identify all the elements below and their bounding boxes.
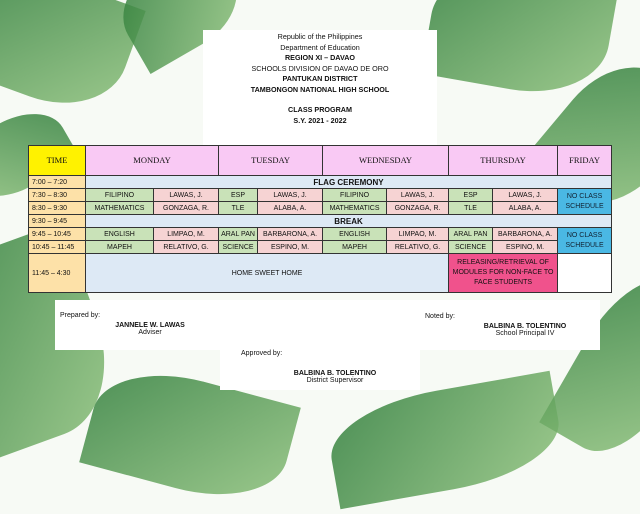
header-line: SCHOOLS DIVISION OF DAVAO DE ORO bbox=[251, 63, 389, 73]
subject-cell: ARAL PAN bbox=[449, 228, 493, 241]
header-time: TIME bbox=[29, 146, 86, 176]
teacher-cell: LIMPAO, M. bbox=[387, 228, 449, 241]
friday-no-class: NO CLASS SCHEDULE bbox=[558, 228, 612, 254]
subject-cell: MATHEMATICS bbox=[86, 202, 154, 215]
subject-cell: ESP bbox=[449, 189, 493, 202]
table-row bbox=[29, 202, 612, 215]
table-row bbox=[29, 189, 612, 202]
table-row bbox=[29, 228, 612, 241]
header-thursday: THURSDAY bbox=[449, 146, 558, 176]
document-title: CLASS PROGRAM bbox=[288, 105, 352, 114]
break-row: BREAK bbox=[86, 215, 612, 228]
prepared-role: Adviser bbox=[138, 329, 162, 336]
subject-cell: MATHEMATICS bbox=[323, 202, 387, 215]
header-friday: FRIDAY bbox=[558, 146, 612, 176]
empty-cell bbox=[558, 254, 612, 293]
time-cell: 8:30 – 9:30 bbox=[29, 202, 86, 215]
table-header-row bbox=[29, 146, 612, 176]
table-row bbox=[29, 215, 612, 228]
prepared-signatory bbox=[95, 322, 205, 336]
approved-signatory bbox=[280, 370, 390, 384]
noted-name: BALBINA B. TOLENTINO bbox=[483, 323, 567, 330]
document-header bbox=[203, 32, 437, 126]
teacher-cell: BARBARONA, A. bbox=[493, 228, 558, 241]
header-monday: MONDAY bbox=[86, 146, 219, 176]
teacher-cell: LAWAS, J. bbox=[387, 189, 449, 202]
teacher-cell: ALABA, A. bbox=[493, 202, 558, 215]
subject-cell: FILIPINO bbox=[323, 189, 387, 202]
approved-role: District Supervisor bbox=[306, 377, 364, 384]
teacher-cell: ESPINO, M. bbox=[493, 241, 558, 254]
teacher-cell: RELATIVO, G. bbox=[154, 241, 219, 254]
time-cell: 9:30 – 9:45 bbox=[29, 215, 86, 228]
header-wednesday: WEDNESDAY bbox=[323, 146, 449, 176]
friday-no-class: NO CLASS SCHEDULE bbox=[558, 189, 612, 215]
time-cell: 10:45 – 11:45 bbox=[29, 241, 86, 254]
header-line: REGION XI – DAVAO bbox=[284, 53, 356, 62]
teacher-cell: GONZAGA, R. bbox=[387, 202, 449, 215]
prepared-label: Prepared by: bbox=[60, 312, 101, 319]
module-releasing: RELEASING/RETRIEVAL OF MODULES FOR NON-FACE TO FACE STUDENTS bbox=[449, 254, 558, 293]
subject-cell: ENGLISH bbox=[86, 228, 154, 241]
noted-role: School Principal IV bbox=[495, 330, 555, 337]
time-cell: 11:45 – 4:30 bbox=[29, 254, 86, 293]
table-row bbox=[29, 176, 612, 189]
teacher-cell: GONZAGA, R. bbox=[154, 202, 219, 215]
header-line: Republic of the Philippines bbox=[277, 32, 363, 41]
subject-cell: MAPEH bbox=[86, 241, 154, 254]
teacher-cell: ALABA, A. bbox=[258, 202, 323, 215]
flag-ceremony: FLAG CEREMONY bbox=[86, 176, 612, 189]
school-year: S.Y. 2021 - 2022 bbox=[293, 115, 347, 125]
subject-cell: ESP bbox=[219, 189, 258, 202]
subject-cell: FILIPINO bbox=[86, 189, 154, 202]
approved-name: BALBINA B. TOLENTINO bbox=[293, 370, 377, 377]
noted-label: Noted by: bbox=[425, 313, 455, 320]
teacher-cell: LAWAS, J. bbox=[154, 189, 219, 202]
home-sweet-home: HOME SWEET HOME bbox=[86, 254, 449, 293]
teacher-cell: BARBARONA, A. bbox=[258, 228, 323, 241]
teacher-cell: LIMPAO, M. bbox=[154, 228, 219, 241]
subject-cell: TLE bbox=[449, 202, 493, 215]
noted-signatory bbox=[465, 323, 585, 337]
subject-cell: SCIENCE bbox=[449, 241, 493, 254]
class-program-table bbox=[28, 145, 612, 293]
time-cell: 7:00 – 7:20 bbox=[29, 176, 86, 189]
header-line: Department of Education bbox=[280, 42, 360, 52]
subject-cell: TLE bbox=[219, 202, 258, 215]
subject-cell: MAPEH bbox=[323, 241, 387, 254]
prepared-name: JANNELE W. LAWAS bbox=[115, 322, 185, 329]
teacher-cell: ESPINO, M. bbox=[258, 241, 323, 254]
school-name: TAMBONGON NATIONAL HIGH SCHOOL bbox=[250, 84, 390, 94]
table-row bbox=[29, 241, 612, 254]
header-tuesday: TUESDAY bbox=[219, 146, 323, 176]
subject-cell: ARAL PAN bbox=[219, 228, 258, 241]
teacher-cell: LAWAS, J. bbox=[258, 189, 323, 202]
teacher-cell: LAWAS, J. bbox=[493, 189, 558, 202]
subject-cell: SCIENCE bbox=[219, 241, 258, 254]
time-cell: 7:30 – 8:30 bbox=[29, 189, 86, 202]
approved-label: Approved by: bbox=[241, 350, 283, 357]
time-cell: 9:45 – 10:45 bbox=[29, 228, 86, 241]
teacher-cell: RELATIVO, G. bbox=[387, 241, 449, 254]
header-line: PANTUKAN DISTRICT bbox=[282, 74, 358, 83]
subject-cell: ENGLISH bbox=[323, 228, 387, 241]
table-row bbox=[29, 254, 612, 293]
